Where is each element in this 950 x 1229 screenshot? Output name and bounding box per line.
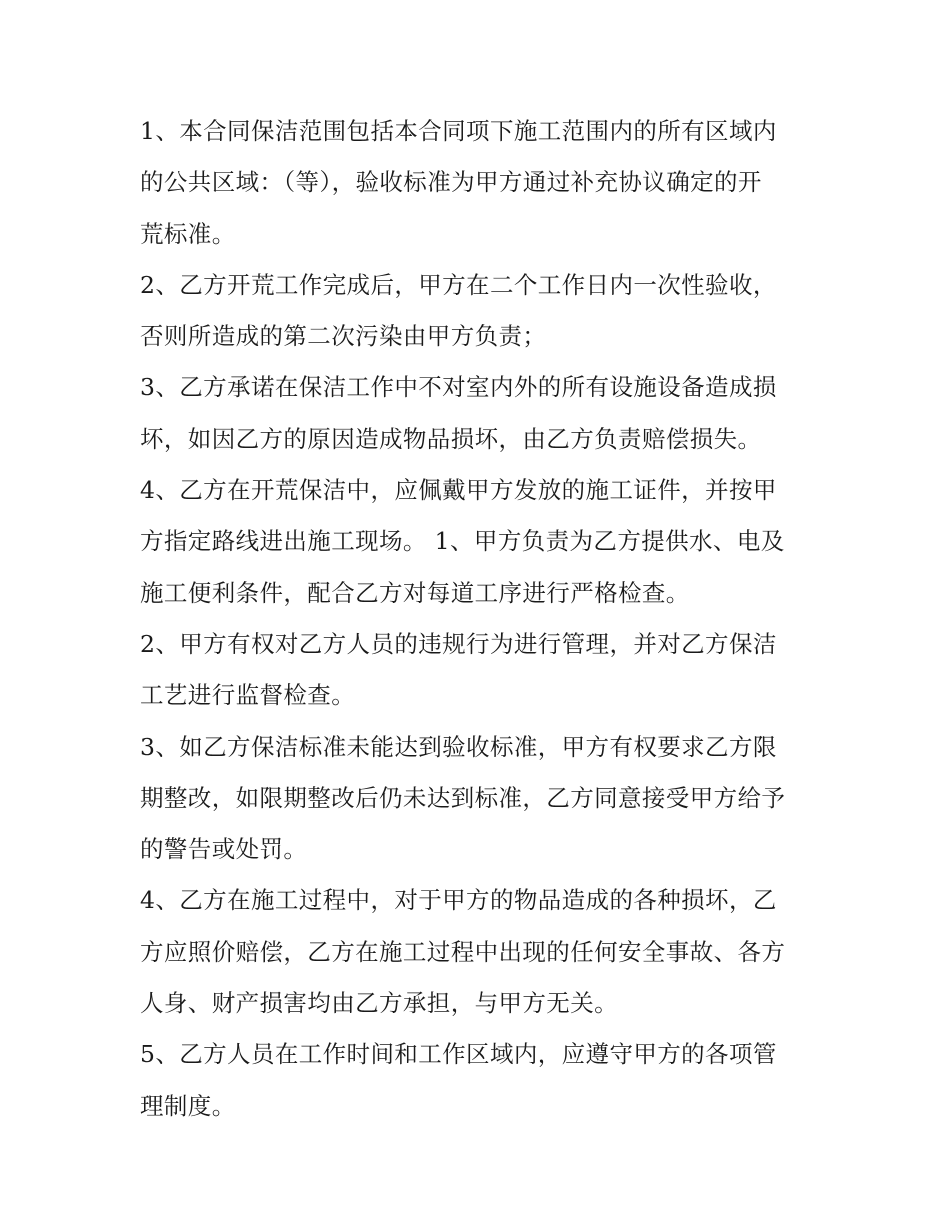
paragraph-4	[140, 465, 812, 619]
paragraph-line: 坏，如因乙方的原因造成物品损坏，由乙方负责赔偿损失。	[140, 424, 762, 453]
paragraph-line: 理制度。	[140, 1091, 236, 1120]
paragraph-line: 工艺进行监督检查。	[140, 681, 356, 710]
paragraph-2	[140, 260, 812, 363]
paragraph-line: 施工便利条件，配合乙方对每道工序进行严格检查。	[140, 578, 690, 607]
paragraph-line: 期整改，如限期整改后仍未达到标准，乙方同意接受甲方给予	[140, 783, 786, 812]
paragraph-line: 4、乙方在施工过程中，对于甲方的物品造成的各种损坏，乙	[140, 886, 777, 915]
paragraph-line: 方指定路线进出施工现场。 1、甲方负责为乙方提供水、电及	[140, 527, 785, 556]
paragraph-line: 3、乙方承诺在保洁工作中不对室内外的所有设施设备造成损	[140, 373, 777, 402]
paragraph-line: 方应照价赔偿，乙方在施工过程中出现的任何安全事故、各方	[140, 937, 786, 966]
paragraph-line: 5、乙方人员在工作时间和工作区域内，应遵守甲方的各项管	[140, 1040, 777, 1069]
document-body	[140, 106, 812, 1132]
paragraph-line: 人身、财产损害均由乙方承担，与甲方无关。	[140, 989, 618, 1018]
paragraph-line: 的公共区域：（等），验收标准为甲方通过补充协议确定的开	[140, 168, 762, 197]
paragraph-1	[140, 106, 812, 260]
paragraph-line: 4、乙方在开荒保洁中，应佩戴甲方发放的施工证件，并按甲	[140, 476, 777, 505]
paragraph-3	[140, 362, 812, 465]
paragraph-8	[140, 1029, 812, 1132]
paragraph-line: 的警告或处罚。	[140, 835, 308, 864]
paragraph-line: 2、乙方开荒工作完成后，甲方在二个工作日内一次性验收，	[140, 270, 777, 299]
paragraph-5	[140, 619, 812, 722]
paragraph-6	[140, 722, 812, 876]
paragraph-7	[140, 875, 812, 1029]
paragraph-line: 荒标准。	[140, 219, 236, 248]
paragraph-line: 否则所造成的第二次污染由甲方负责；	[140, 322, 547, 351]
paragraph-line: 1、本合同保洁范围包括本合同项下施工范围内的所有区域内	[140, 117, 777, 145]
paragraph-line: 3、如乙方保洁标准未能达到验收标准，甲方有权要求乙方限	[140, 732, 777, 761]
paragraph-line: 2、甲方有权对乙方人员的违规行为进行管理，并对乙方保洁	[140, 629, 777, 658]
